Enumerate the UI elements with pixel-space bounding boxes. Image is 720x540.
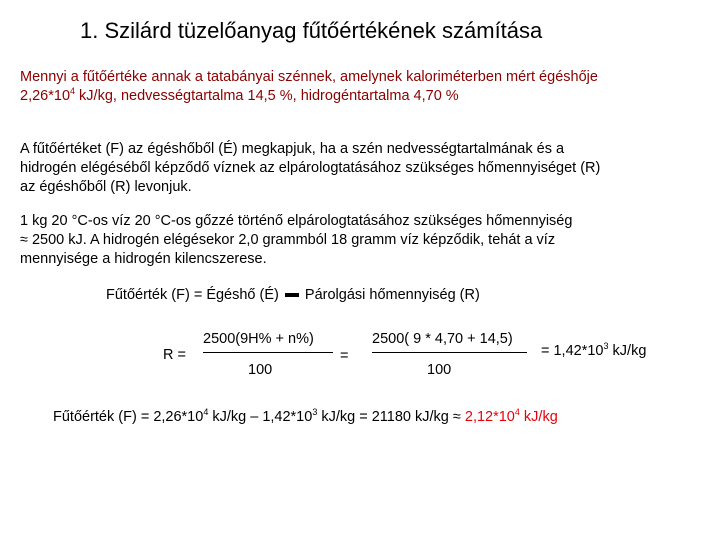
calc-result-unit: kJ/kg <box>608 343 647 359</box>
fraction2-bar <box>372 352 527 353</box>
final-answer-exponent: 4 <box>514 407 520 418</box>
final-answer <box>465 409 558 425</box>
formula-left: Fűtőérték (F) = Égéshő (É) <box>106 287 283 303</box>
calc-result-exponent: 3 <box>603 341 609 352</box>
final-exponent-2: 3 <box>312 407 318 418</box>
explain-line-1: A fűtőértéket (F) az égéshőből (É) megkapjuk, ha a szén nedvességtartalmának és a <box>20 141 565 157</box>
equals-sign: = <box>340 348 349 364</box>
page-title: 1. Szilárd tüzelőanyag fűtőértékének számítása <box>80 18 543 43</box>
fraction1-bar <box>203 352 333 353</box>
explain-line-2: hidrogén elégéséből képződő víznek az elpárologtatásához szükséges hőmennyiséget (R) <box>20 160 601 176</box>
final-answer-value: 2,12*10 <box>464 409 515 425</box>
problem-exponent: 4 <box>70 86 76 97</box>
final-text-mid2: kJ/kg = 21180 kJ/kg ≈ <box>317 409 465 425</box>
problem-rest: kJ/kg, nedvességtartalma 14,5 %, hidrogéntartalma 4,70 % <box>75 88 459 104</box>
final-exponent-1: 4 <box>203 407 209 418</box>
problem-value: 2,26 <box>20 88 49 104</box>
problem-power: *10 <box>48 88 71 104</box>
calc-result-pre: = 1,42*10 <box>541 343 604 359</box>
explanation-paragraph <box>20 140 600 197</box>
explain-line-3: az égéshőből (R) levonjuk. <box>20 179 192 195</box>
vapor-line-3: mennyisége a hidrogén kilencszerese. <box>20 251 267 267</box>
fraction2-denominator: 100 <box>427 362 452 378</box>
fraction2-numerator: 2500( 9 * 4,70 + 14,5) <box>372 331 513 347</box>
problem-line-1: Mennyi a fűtőértéke annak a tatabányai szénnek, amelynek kaloriméterben mért égéshője <box>20 69 598 85</box>
final-result <box>53 409 558 425</box>
r-label: R = <box>163 347 186 363</box>
vapor-line-1: 1 kg 20 °C-os víz 20 °C-os gőzzé történő elpárologtatásához szükséges hőmennyiség <box>20 213 573 229</box>
final-answer-unit: kJ/kg <box>519 409 558 425</box>
minus-bar-icon <box>285 293 299 297</box>
problem-statement <box>20 68 598 106</box>
fraction1-denominator: 100 <box>248 362 273 378</box>
vapor-line-2: ≈ 2500 kJ. A hidrogén elégésekor 2,0 grammból 18 gramm víz képződik, tehát a víz <box>20 232 556 248</box>
final-text-pre: Fűtőérték (F) = 2,26*10 <box>53 409 204 425</box>
fraction1-numerator: 2500(9H% + n%) <box>203 331 314 347</box>
final-text-mid1: kJ/kg – 1,42*10 <box>208 409 313 425</box>
vaporization-paragraph <box>20 212 572 269</box>
calc-result <box>541 343 646 359</box>
formula-right: Párolgási hőmennyiség (R) <box>300 287 480 303</box>
definition-formula <box>106 287 480 303</box>
problem-line-2 <box>20 87 598 106</box>
